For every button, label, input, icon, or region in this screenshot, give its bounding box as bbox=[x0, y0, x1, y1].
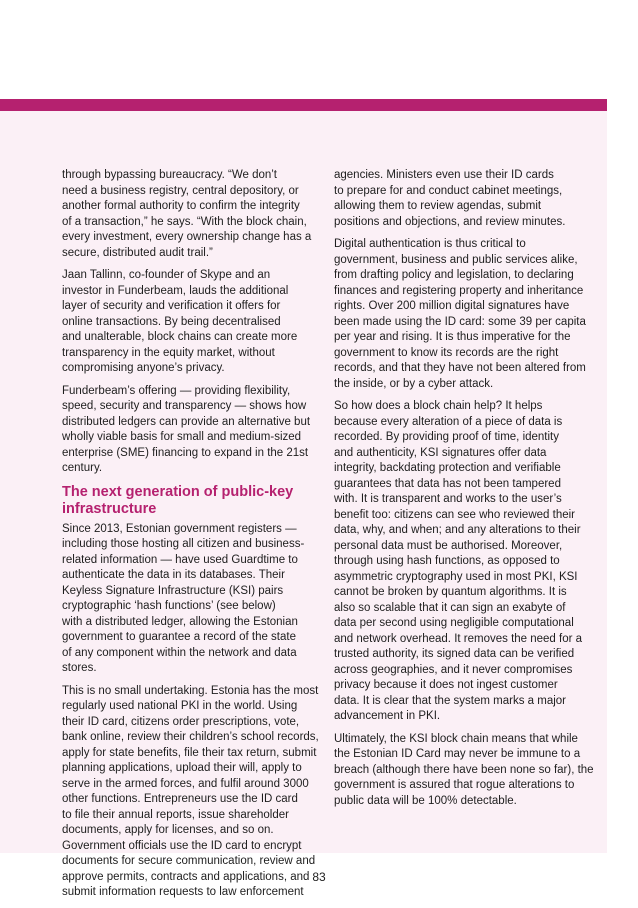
right-paragraph-2: Digital authentication is thus critical to government, business and public services alike, from drafting policy and legislation, to declaring finances and registering property and inheritance rights. Over 200 million digital signatures have been made using the ID card: some 39 per capita per year and rising. It is thus imperative for the government to know its records are the right records, and that they have not been altered from the inside, or by a cyber attack. bbox=[334, 238, 586, 390]
left-paragraph-5: This is no small undertaking. Estonia has the most regularly used national PKI in the world. Using their ID card, citizens order prescriptions, vote, bank online, review their children’s school records, apply for state benefits, file their tax return, submit planning applications, upload their will, apply to serve in the armed forces, and fulfil around 3000 other functions. Entrepreneurs use the ID card to file their annual reports, issue shareholder documents, apply for licenses, and so on. Government officials use the ID card to encrypt documents for secure communication, review and approve permits, contracts and applications, and submit information requests to law enforcement bbox=[62, 684, 319, 898]
right-paragraph-4: Ultimately, the KSI block chain means that while the Estonian ID Card may never be immune to a breach (although there have been none so far), the government is assured that rogue alterations to public data will be 100% detectable. bbox=[334, 732, 594, 807]
left-paragraph-4: Since 2013, Estonian government registers — including those hosting all citizen and business- related information — have used Guardtime to authenticate the data in its databases. Their Keyless Signature Infrastructure (KSI) pairs cryptographic ‘hash functions’ (see below) with a distributed ledger, allowing the Estonian government to guarantee a record of the state of any component within the network and data stores. bbox=[62, 522, 305, 674]
right-paragraph-3: So how does a block chain help? It helps because every alteration of a piece of data is recorded. By providing proof of time, identity and authenticity, KSI signatures offer data integrity, backdating protection and verifiable guarantees that data has not been tampered with. It is transparent and works to the user’s benefit too: citizens can see who reviewed their data, why, and when; and any alterations to their personal data must be authorised. Moreover, through using hash functions, as opposed to asymmetric cryptography used in most PKI, KSI cannot be broken by quantum algorithms. It is also so scalable that it can sign an exabyte of data per second using negligible computational and network overhead. It removes the need for a trusted authority, its signed data can be verified across geographies, and it never compromises privacy because it does not ingest customer data. It is clear that the system marks a major advancement in PKI. bbox=[334, 400, 583, 722]
section-heading: The next generation of public-key infrastructure bbox=[62, 483, 294, 517]
right-paragraph-1: agencies. Ministers even use their ID cards to prepare for and conduct cabinet meetings, allowing them to review agendas, submit positions and objections, and review minutes. bbox=[334, 169, 566, 228]
header-accent-band bbox=[0, 99, 607, 111]
page-number: 83 bbox=[312, 870, 326, 884]
left-paragraph-2: Jaan Tallinn, co-founder of Skype and an investor in Funderbeam, lauds the additional layer of security and verification it offers for online transactions. By being decentralised and unalterable, block chains can create more transparency in the equity market, without compromising anyone’s privacy. bbox=[62, 269, 298, 374]
left-column bbox=[62, 168, 324, 908]
left-paragraph-1: through bypassing bureaucracy. “We don’t need a business registry, central depository, or another formal authority to confirm the integrity of a transaction,” he says. “With the block chain, every investment, every ownership change has a secure, distributed audit trail.” bbox=[62, 169, 312, 259]
right-column bbox=[334, 168, 596, 816]
left-paragraph-3: Funderbeam’s offering — providing flexibility, speed, security and transparency — shows how distributed ledgers can provide an alternative but wholly viable basis for small and medium-sized enterprise (SME) financing to expand in the 21st century. bbox=[62, 384, 311, 474]
